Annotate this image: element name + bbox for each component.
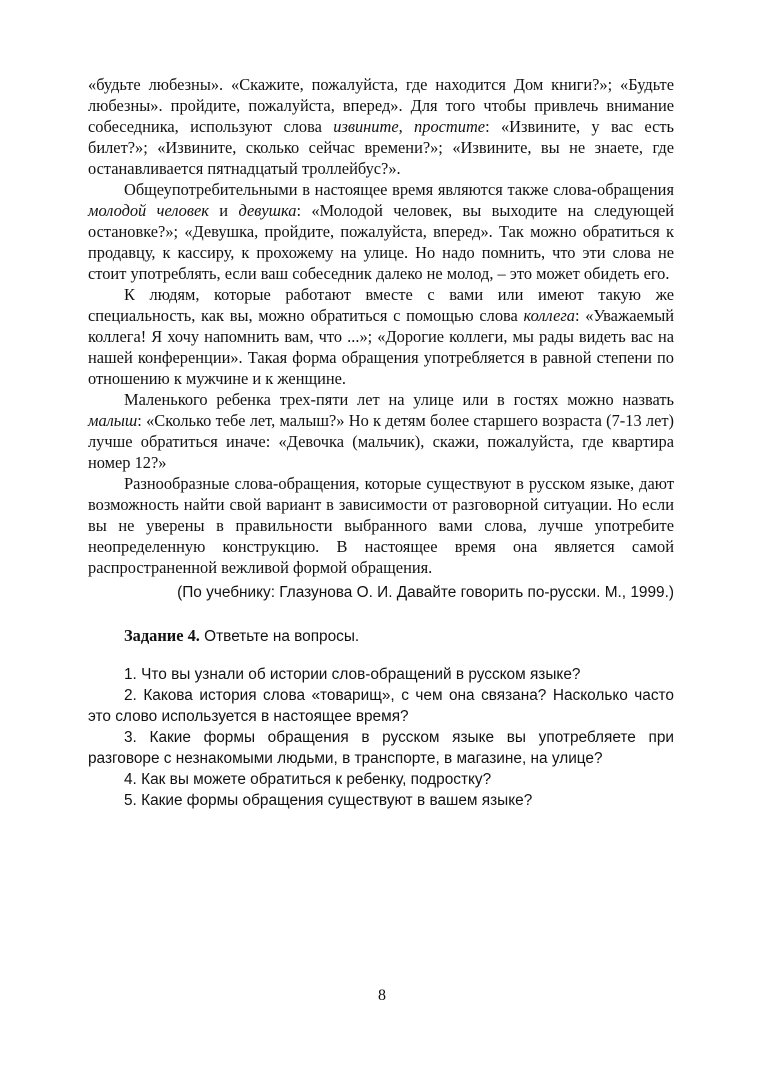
paragraph-2: [88, 179, 674, 284]
paragraph-1: [88, 74, 674, 179]
paragraph-4: [88, 389, 674, 473]
text-run: и: [208, 201, 239, 220]
text-run: : «Извините, у вас есть билет?»; «Извините, сколько сейчас времени?»; «Извините, вы не знаете, где останавливается пятнадцатый троллейбус?».: [88, 117, 674, 178]
question-item: 1. Что вы узнали об истории слов-обращений в русском языке?: [124, 666, 581, 683]
text-run: : «Уважаемый коллега! Я хочу напомнить вам, что ...»; «Дорогие коллеги, мы рады видеть вас на нашей конференции». Такая форма обращения употребляется в равной степени по отношению к мужчине и к женщине.: [88, 306, 674, 388]
page-number: 8: [378, 987, 386, 1004]
italic-term: молодой человек: [88, 201, 209, 220]
paragraph-3: [88, 284, 674, 389]
task-label: Задание 4.: [124, 626, 200, 645]
text-run: «будьте любезны». «Скажите, пожалуйста, где находится Дом книги?»; «Будьте любезны». пройдите, пожалуйста, вперед». Для того чтобы привлечь внимание собеседника, используют слова: [88, 75, 674, 136]
task-instruction: Ответьте на вопросы.: [199, 628, 360, 645]
text-run: Маленького ребенка трех-пяти лет на улице или в гостях можно назвать: [124, 390, 674, 409]
question-item: 5. Какие формы обращения существуют в вашем языке?: [124, 792, 533, 809]
source-citation: (По учебнику: Глазунова О. И. Давайте говорить по-русски. М., 1999.): [177, 584, 674, 601]
task-heading: [88, 625, 674, 647]
question-item: 4. Как вы можете обратиться к ребенку, подростку?: [124, 771, 492, 788]
source-citation-block: [88, 582, 674, 603]
task-heading-block: [88, 625, 674, 647]
italic-term: коллега: [523, 306, 575, 325]
paragraph-5: Разнообразные слова-обращения, которые существуют в русском языке, дают возможность найти свой вариант в зависимости от разговорной ситуации. Но если вы не уверены в правильности выбранного вами слова, лучше употребите неопределенную конструкцию. В настоящее время она является самой распространенной вежливой формой обращения.: [88, 474, 674, 577]
question-item: 2. Какова история слова «товарищ», с чем она связана? Насколько часто это слово используется в настоящее время?: [88, 687, 674, 725]
italic-term: малыш: [88, 411, 138, 430]
text-run: : «Молодой человек, вы выходите на следующей остановке?»; «Девушка, пройдите, пожалуйста, вперед». Так можно обратиться к продавцу, к кассиру, к прохожему на улице. Но надо помнить, что эти слова не стоит употреблять, если ваш собеседник далеко не молод, – это может обидеть его.: [88, 201, 675, 283]
italic-term: извините, простите: [333, 117, 486, 136]
text-run: : «Сколько тебе лет, малыш?» Но к детям более старшего возраста (7-13 лет) лучше обратиться иначе: «Девочка (мальчик), скажи, пожалуйста, где квартира номер 12?»: [88, 411, 674, 472]
main-text: [88, 74, 674, 578]
italic-term: девушка: [238, 201, 297, 220]
question-item: 3. Какие формы обращения в русском языке вы употребляете при разговоре с незнакомыми людьми, в транспорте, в магазине, на улице?: [88, 729, 674, 767]
text-run: К людям, которые работают вместе с вами или имеют такую же специальность, как вы, можно обратиться с помощью слова: [88, 285, 674, 325]
questions-list: [88, 664, 674, 811]
text-run: Общеупотребительными в настоящее время являются также слова-обращения: [124, 180, 674, 199]
